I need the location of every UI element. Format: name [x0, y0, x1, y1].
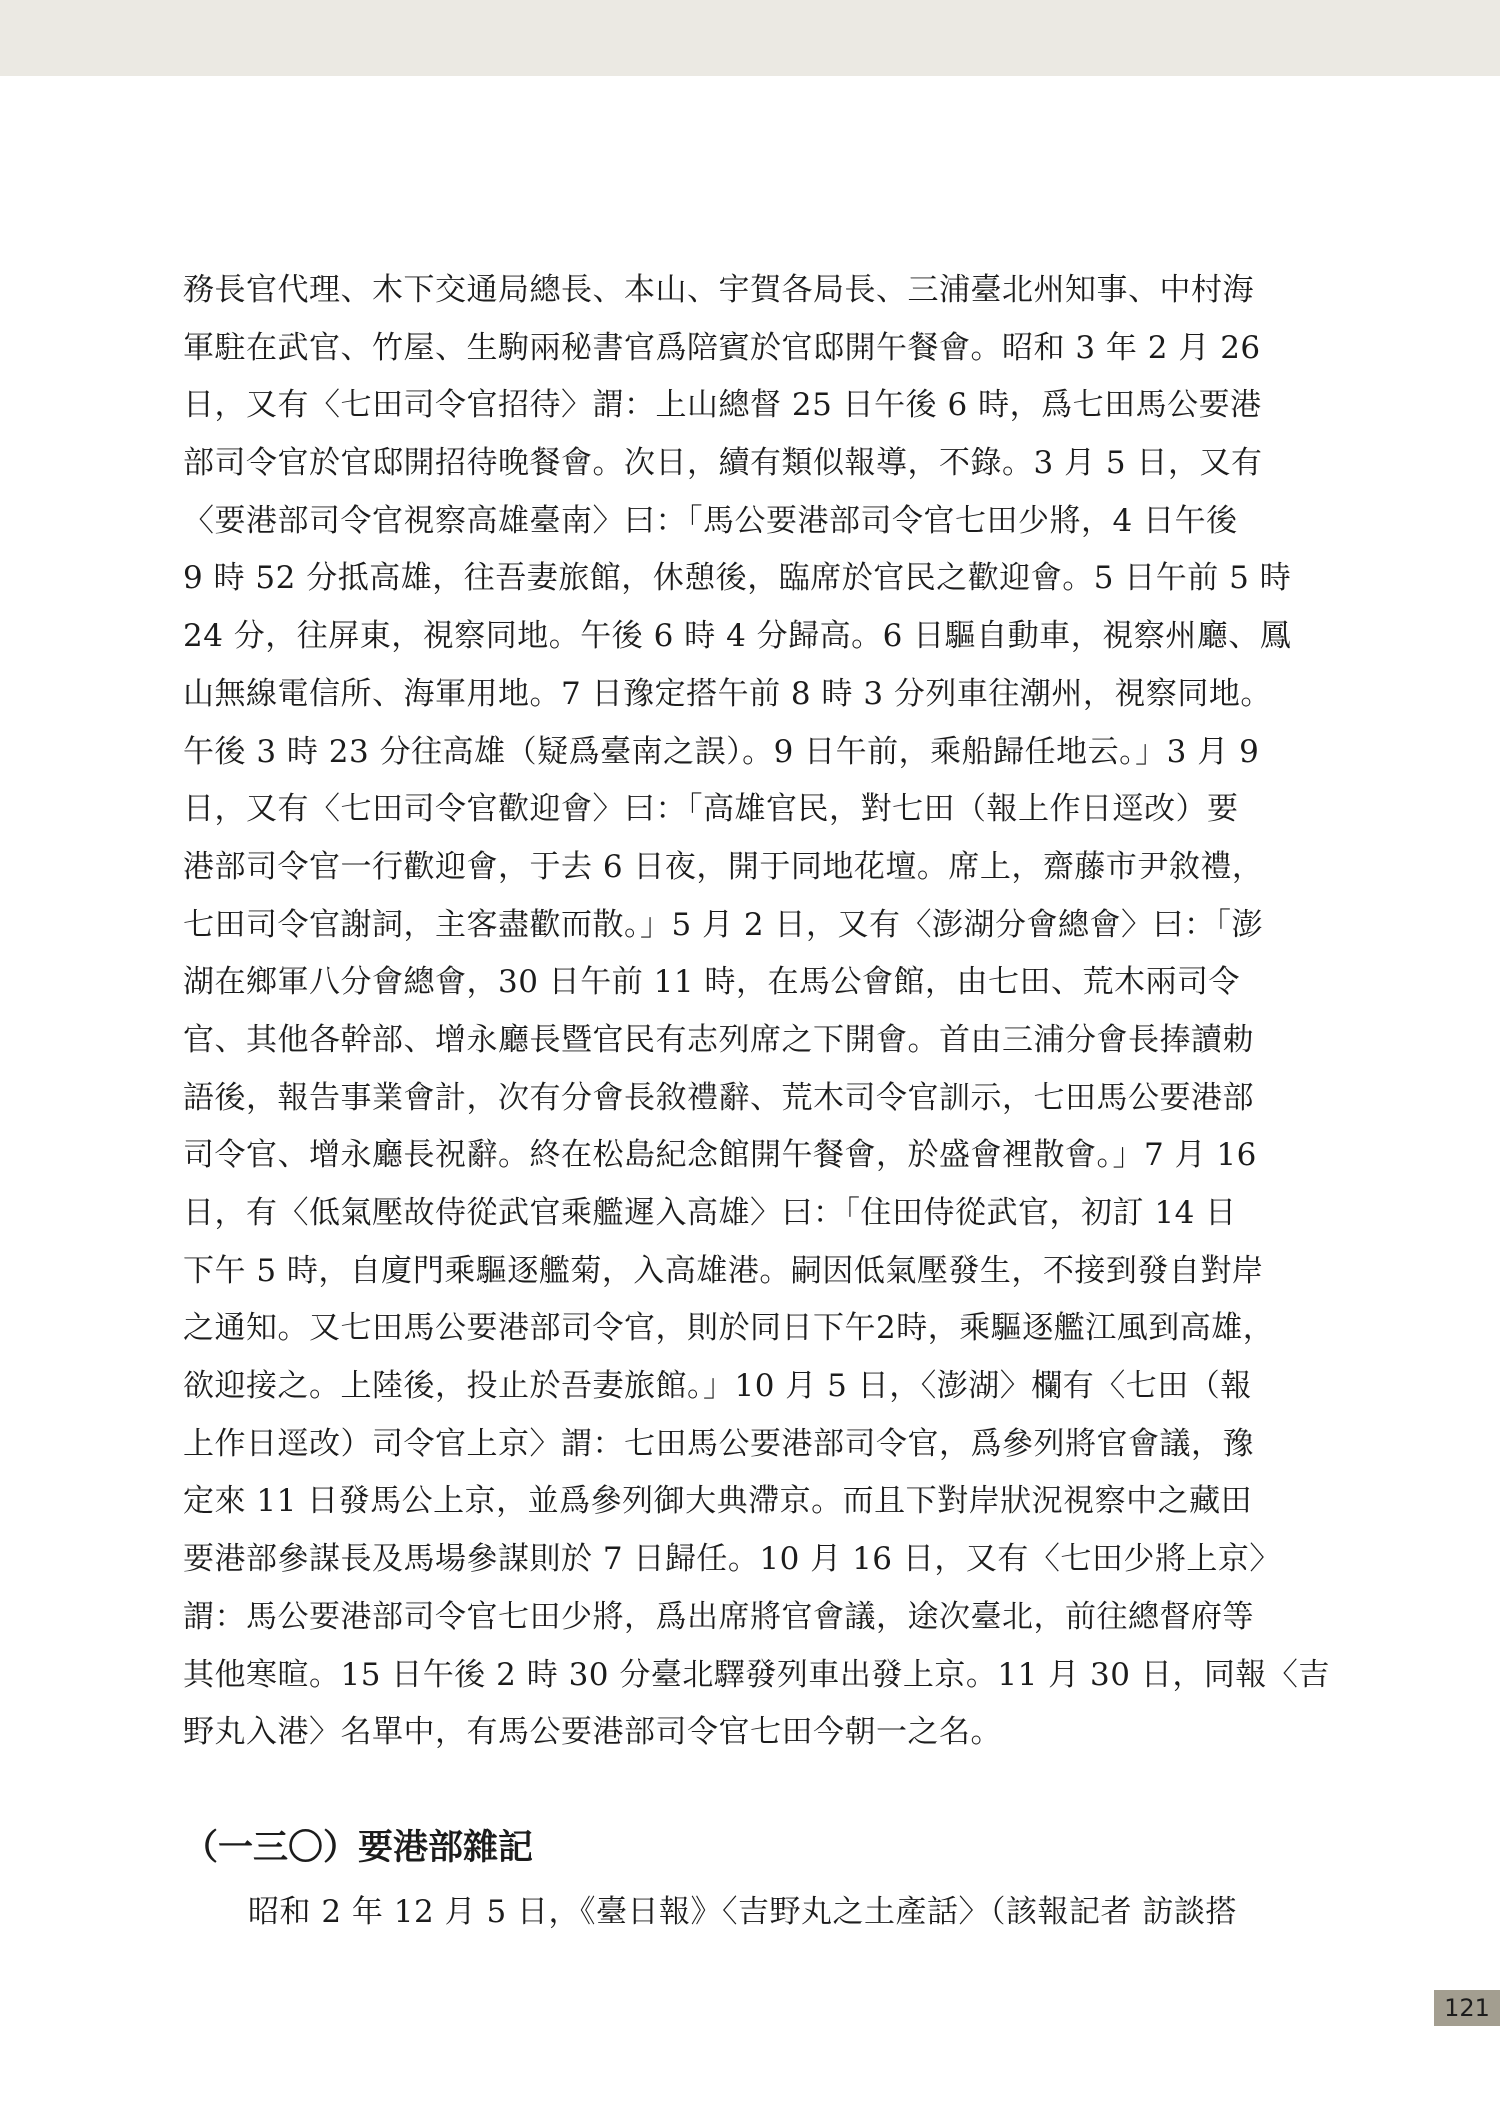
scan-top-band: [0, 0, 1500, 76]
body-line: 其他寒暄。15 日午後 2 時 30 分臺北驛發列車出發上京。11 月 30 日，同報〈吉: [183, 1656, 1330, 1693]
body-line: 要港部參謀長及馬場參謀則於 7 日歸任。10 月 16 日，又有〈七田少將上京〉: [183, 1541, 1281, 1578]
body-line: 港部司令官一行歡迎會，于去 6 日夜，開于同地花壇。席上，齋藤市尹敘禮，: [183, 848, 1264, 885]
page-number: 121: [1434, 1990, 1500, 2026]
body-line: 軍駐在武官、竹屋、生駒兩秘書官爲陪賓於官邸開午餐會。昭和 3 年 2 月 26: [183, 329, 1261, 366]
body-line: 司令官、增永廳長祝辭。終在松島紀念館開午餐會，於盛會裡散會。」7 月 16: [183, 1137, 1257, 1174]
body-line: 下午 5 時，自廈門乘驅逐艦菊，入高雄港。嗣因低氣壓發生，不接到發自對岸: [183, 1252, 1264, 1289]
body-line: 欲迎接之。上陸後，投止於吾妻旅館。」10 月 5 日，〈澎湖〉欄有〈七田（報: [183, 1368, 1252, 1405]
body-line: 定來 11 日發馬公上京，並爲參列御大典滯京。而且下對岸狀況視察中之藏田: [183, 1483, 1253, 1520]
body-line: 語後，報告事業會計，次有分會長敘禮辭、荒木司令官訓示，七田馬公要港部: [183, 1079, 1254, 1116]
body-line: 官、其他各幹部、增永廳長暨官民有志列席之下開會。首由三浦分會長捧讀勅: [183, 1021, 1254, 1058]
body-line: 午後 3 時 23 分往高雄（疑爲臺南之誤）。9 日午前，乘船歸任地云。」3 月 9: [183, 733, 1260, 770]
body-line: 湖在鄉軍八分會總會，30 日午前 11 時，在馬公會館，由七田、荒木兩司令: [183, 964, 1240, 1001]
body-line: 24 分，往屏東，視察同地。午後 6 時 4 分歸高。6 日驅自動車，視察州廳、鳳: [183, 618, 1292, 655]
body-line: 務長官代理、木下交通局總長、本山、宇賀各局長、三浦臺北州知事、中村海: [183, 272, 1254, 308]
body-line: 上作日逕改）司令官上京〉謂：七田馬公要港部司令官，爲參列將官會議，豫: [183, 1425, 1254, 1462]
section-heading: （一三〇）要港部雜記: [183, 1828, 534, 1868]
body-line: 山無線電信所、海軍用地。7 日豫定搭午前 8 時 3 分列車往潮州，視察同地。: [183, 675, 1272, 712]
body-text: [183, 262, 1330, 1762]
body-line: 9 時 52 分抵高雄，往吾妻旅館，休憩後，臨席於官民之歡迎會。5 日午前 5 時: [183, 560, 1292, 597]
body-line: 七田司令官謝詞，主客盡歡而散。」5 月 2 日，又有〈澎湖分會總會〉曰：「澎: [183, 906, 1264, 943]
section-paragraph: 昭和 2 年 12 月 5 日，《臺日報》〈吉野丸之土產話〉（該報記者 訪談搭: [248, 1894, 1237, 1930]
body-line: 野丸入港〉名單中，有馬公要港部司令官七田今朝一之名。: [183, 1714, 1002, 1751]
body-line: 日，有〈低氣壓故侍從武官乘艦遲入高雄〉曰：「住田侍從武官，初訂 14 日: [183, 1195, 1237, 1231]
body-line: 日，又有〈七田司令官歡迎會〉曰：「高雄官民，對七田（報上作日逕改）要: [183, 791, 1239, 828]
body-line: 謂：馬公要港部司令官七田少將，爲出席將官會議，途次臺北，前往總督府等: [183, 1598, 1254, 1635]
body-line: 部司令官於官邸開招待晚餐會。次日，續有類似報導，不錄。3 月 5 日，又有: [183, 445, 1263, 482]
body-line: 日，又有〈七田司令官招待〉謂：上山總督 25 日午後 6 時，爲七田馬公要港: [183, 387, 1262, 424]
body-line: 〈要港部司令官視察高雄臺南〉曰：「馬公要港部司令官七田少將，4 日午後: [183, 502, 1238, 539]
body-line: 之通知。又七田馬公要港部司令官，則於同日下午2時，乘驅逐艦江風到高雄，: [183, 1310, 1275, 1347]
